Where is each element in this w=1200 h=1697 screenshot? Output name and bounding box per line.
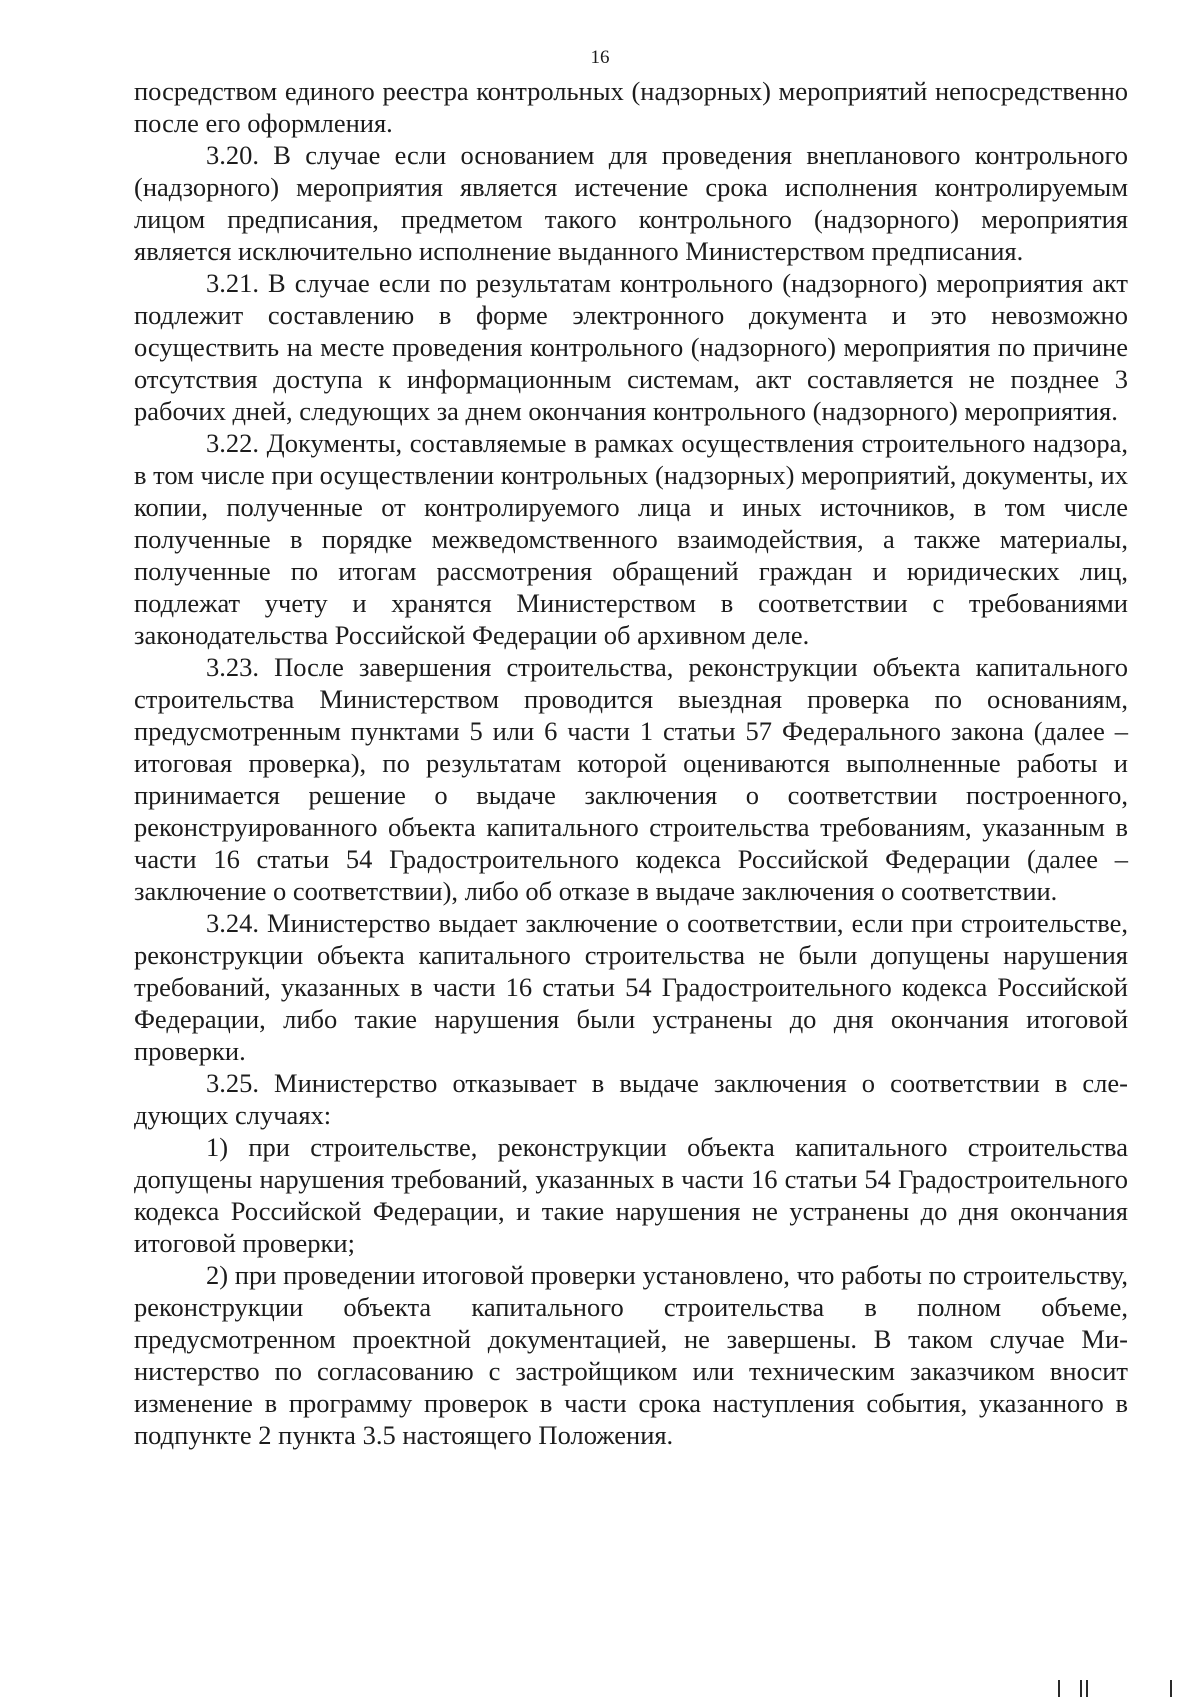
paragraph-3-25: 3.25. Министерство отказывает в выдаче заключения о соответствии в следующих случаях:	[134, 1068, 1128, 1130]
paragraph-continuation: посредством единого реестра контрольных (надзорных) мероприятий непосредственно после его оформления.	[134, 76, 1128, 138]
paragraph-3-21: 3.21. В случае если по результатам контрольного (надзорного) мероприятия акт подлежит составлению в форме электронного документа и это невозможно осуществить на месте проведения контрольного (надзорного) мероприятия по причине отсутствия доступа к информационным системам, акт составляется не позднее 3 рабочих дней, следующих за днем окончания контрольного (надзорного) мероприятия.	[134, 268, 1128, 426]
paragraph-3-24: 3.24. Министерство выдает заключение о соответствии, если при строительстве, реконструкции объекта капитального строительства не были допущены нарушения требований, указанных в части 16 статьи 54 Градостроительного кодекса Российской Федерации, либо такие нарушения были устранены до дня окончания итоговой проверки.	[134, 908, 1128, 1066]
subparagraph-1: 1) при строительстве, реконструкции объекта капитального строительства допущены нарушения требований, указанных в части 16 статьи 54 Градостроительного кодекса Российской Федерации, и такие нарушения не устранены до дня окончания итоговой проверки;	[134, 1132, 1128, 1258]
paragraph-3-22: 3.22. Документы, составляемые в рамках осуществления строительного надзора, в том числе при осуществлении контрольных (надзорных) мероприятий, документы, их копии, полученные от контролируемого лица и иных источников, в том числе полученные в порядке межведомственного взаимодействия, а также материалы, полученные по итогам рассмотрения обращений граждан и юридических лиц, подлежат учету и хранятся Министерством в соответствии с требованиями законодательства Российской Федерации об архивном деле.	[134, 428, 1128, 650]
paragraph-3-20: 3.20. В случае если основанием для проведения внепланового контрольного (надзорного) мероприятия является истечение срока исполнения контролируемым лицом предписания, предметом такого контрольного (надзорного) мероприятия является исключительно исполнение выданного Министерством предписания.	[134, 140, 1128, 266]
page-number: 16	[590, 47, 610, 68]
document-body	[134, 75, 1128, 1451]
subparagraph-2: 2) при проведении итоговой проверки установлено, что работы по строительству, реконструкции объекта капитального строительства в полном объеме, предусмотренном проектной документацией, не завершены. В таком случае Министерство по согласованию с застройщиком или техническим заказчиком вносит изменение в программу проверок в части срока наступления события, указанного в подпункте 2 пункта 3.5 настоящего Положения.	[134, 1260, 1128, 1450]
paragraph-3-23: 3.23. После завершения строительства, реконструкции объекта капитального строительства Министерством проводится выездная проверка по основаниям, предусмотренным пунктами 5 или 6 части 1 статьи 57 Федерального закона (далее – итоговая проверка), по результатам которой оцениваются выполненные работы и принимается решение о выдаче заключения о соответствии построенного, реконструированного объекта капитального строительства требованиям, указанным в части 16 статьи 54 Градостроительного кодекса Российской Федерации (далее – заключение о соответствии), либо об отказе в выдаче заключения о соответствии.	[134, 652, 1128, 906]
scan-artifact-marks	[1058, 1680, 1178, 1697]
